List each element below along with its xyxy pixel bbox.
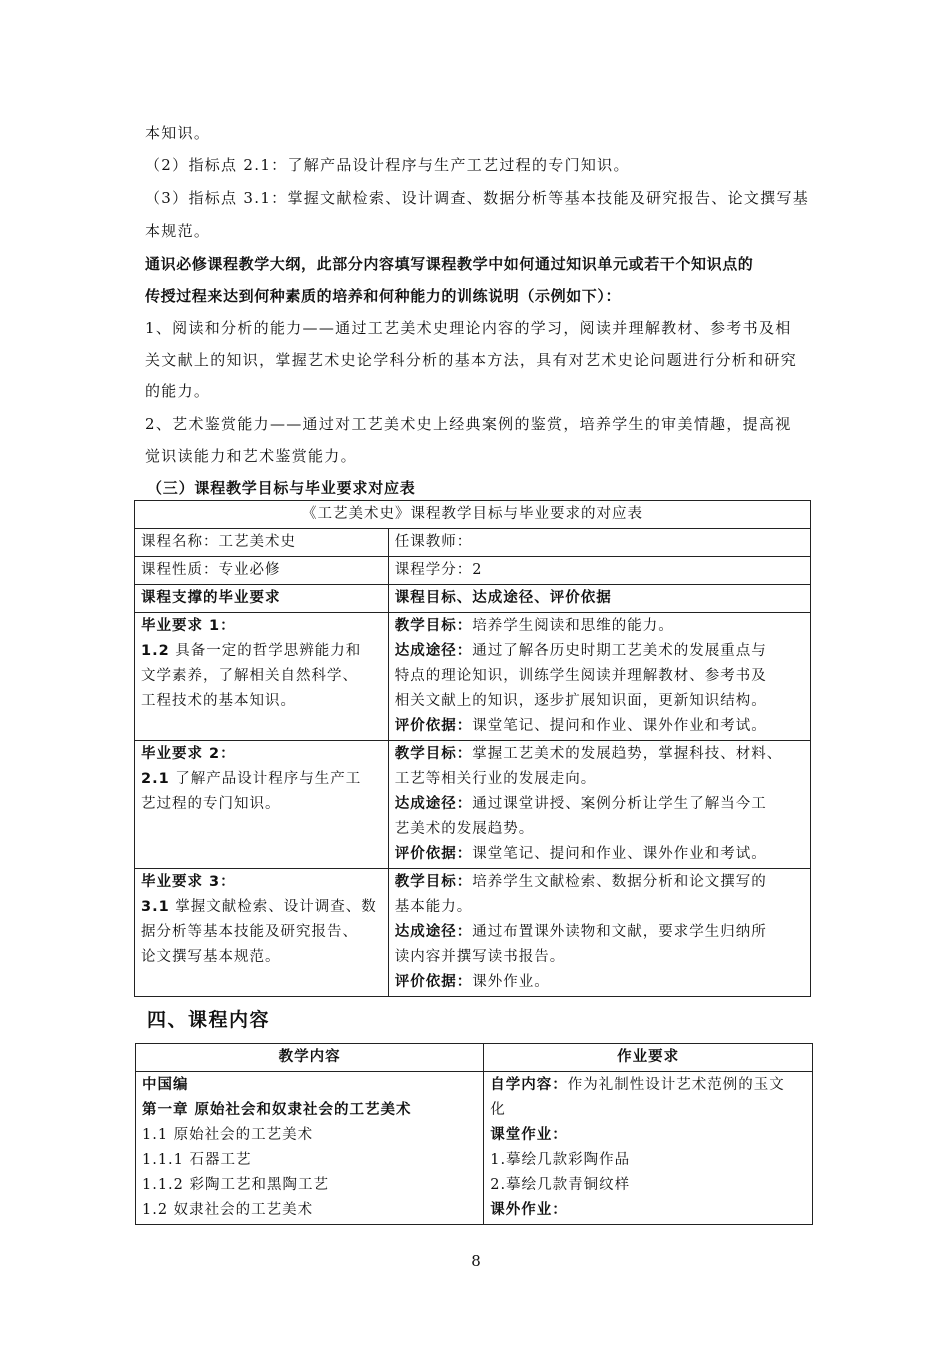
requirement-text: 掌握文献检索、设计调查、数 [169, 899, 377, 915]
path-line: 读内容并撰写读书报告。 [394, 949, 566, 965]
content-item: 1.1.1 石器工艺 [142, 1152, 252, 1168]
path-text: 通过课堂讲授、案例分析让学生了解当今工 [472, 796, 767, 812]
requirement-line [141, 767, 382, 792]
eval-line [395, 970, 804, 995]
goal-cell [388, 613, 810, 741]
goal-line: 基本能力。 [394, 899, 473, 915]
table-row [135, 869, 811, 997]
chapter-title: 第一章 原始社会和奴隶社会的工艺美术 [142, 1102, 412, 1118]
requirement-number: 1.2 [141, 643, 170, 659]
path-line [395, 639, 804, 664]
goal-text: 培养学生阅读和思维的能力。 [472, 618, 674, 634]
class-work-item: 2.摹绘几款青铜纹样 [490, 1177, 631, 1193]
part-title: 中国编 [142, 1077, 189, 1093]
path-line: 相关文献上的知识，逐步扩展知识面，更新知识结构。 [394, 693, 767, 709]
intro-line: （3）指标点 3.1：掌握文献检索、设计调查、数据分析等基本技能及研究报告、论文撰写基 [145, 189, 810, 207]
requirement-number: 3.1 [141, 899, 170, 915]
requirement-line: 论文撰写基本规范。 [141, 949, 281, 965]
requirement-line: 据分析等基本技能及研究报告、 [141, 924, 358, 940]
requirement-line: 艺过程的专门知识。 [141, 796, 281, 812]
content-item: 1.2 奴隶社会的工艺美术 [142, 1202, 314, 1218]
eval-line [395, 842, 804, 867]
ability-line: 觉识读能力和艺术鉴赏能力。 [145, 447, 357, 465]
table-caption: 《工艺美术史》课程教学目标与毕业要求的对应表 [135, 501, 811, 529]
content-item: 1.1.2 彩陶工艺和黑陶工艺 [142, 1177, 330, 1193]
goal-line: 工艺等相关行业的发展走向。 [394, 771, 597, 787]
requirement-text: 了解产品设计程序与生产工 [169, 771, 362, 787]
requirement-title: 毕业要求 3： [141, 874, 236, 890]
page-number: 8 [471, 1252, 481, 1270]
eval-text: 课堂笔记、提问和作业、课外作业和考试。 [472, 846, 767, 862]
col-header-requirements: 课程支撑的毕业要求 [135, 585, 389, 613]
section4-title: 四、课程内容 [147, 1009, 271, 1031]
goal-text: 掌握工艺美术的发展趋势，掌握科技、材料、 [472, 746, 783, 762]
ability-line: 1、阅读和分析的能力——通过工艺美术史理论内容的学习，阅读并理解教材、参考书及相 [145, 319, 792, 337]
course-nature-cell: 课程性质：专业必修 [135, 557, 389, 585]
col-header-content: 教学内容 [136, 1044, 484, 1072]
requirement-number: 2.1 [141, 771, 170, 787]
requirement-line: 工程技术的基本知识。 [141, 693, 296, 709]
self-study-line [490, 1073, 806, 1098]
intro-line: （2）指标点 2.1：了解产品设计程序与生产工艺过程的专门知识。 [145, 156, 630, 174]
assignment-cell [484, 1072, 813, 1225]
requirement-cell [135, 741, 389, 869]
intro-line: 本知识。 [145, 124, 211, 142]
requirement-cell [135, 613, 389, 741]
teacher-cell: 任课教师： [388, 529, 810, 557]
ability-line: 2、艺术鉴赏能力——通过对工艺美术史上经典案例的鉴赏，培养学生的审美情趣，提高视 [145, 415, 792, 433]
requirement-line: 文学素养，了解相关自然科学、 [141, 668, 358, 684]
content-table [135, 1043, 813, 1225]
goal-line [395, 742, 804, 767]
section3-title: （三）课程教学目标与毕业要求对应表 [147, 479, 416, 497]
col-header-goals: 课程目标、达成途径、评价依据 [388, 585, 810, 613]
goal-line [395, 870, 804, 895]
col-header-assignment: 作业要求 [484, 1044, 813, 1072]
requirement-cell [135, 869, 389, 997]
self-study-line: 化 [490, 1102, 506, 1118]
course-credits-cell: 课程学分：2 [388, 557, 810, 585]
homework-label: 课外作业： [490, 1202, 568, 1218]
ability-line: 的能力。 [145, 382, 211, 400]
requirement-title: 毕业要求 1： [141, 618, 236, 634]
eval-label: 评价依据： [394, 718, 473, 734]
eval-label: 评价依据： [394, 974, 473, 990]
notice-line: 通识必修课程教学大纲，此部分内容填写课程教学中如何通过知识单元或若干个知识点的 [145, 255, 754, 273]
intro-line: 本规范。 [145, 222, 211, 240]
path-text: 通过了解各历史时期工艺美术的发展重点与 [472, 643, 767, 659]
goal-label: 教学目标： [394, 874, 473, 890]
path-line [395, 920, 804, 945]
goal-cell [388, 869, 810, 997]
goal-label: 教学目标： [394, 618, 473, 634]
table-row [136, 1072, 813, 1225]
path-label: 达成途径： [394, 924, 473, 940]
path-text: 通过布置课外读物和文献，要求学生归纳所 [472, 924, 767, 940]
path-line: 特点的理论知识，训练学生阅读并理解教材、参考书及 [394, 668, 767, 684]
content-item: 1.1 原始社会的工艺美术 [142, 1127, 314, 1143]
ability-line: 关文献上的知识，掌握艺术史论学科分析的基本方法，具有对艺术史论问题进行分析和研究 [145, 351, 798, 369]
class-work-item: 1.摹绘几款彩陶作品 [490, 1152, 631, 1168]
self-study-label: 自学内容： [490, 1077, 568, 1093]
path-label: 达成途径： [394, 796, 473, 812]
path-line: 艺美术的发展趋势。 [394, 821, 535, 837]
requirement-line [141, 639, 382, 664]
notice-line: 传授过程来达到何种素质的培养和何种能力的训练说明（示例如下）： [145, 287, 622, 305]
content-cell [136, 1072, 484, 1225]
class-work-label: 课堂作业： [490, 1127, 568, 1143]
requirement-text: 具备一定的哲学思辨能力和 [169, 643, 362, 659]
requirement-line [141, 895, 382, 920]
self-study-text: 作为礼制性设计艺术范例的玉文 [567, 1077, 785, 1093]
objectives-table [134, 500, 811, 997]
eval-text: 课外作业。 [472, 974, 550, 990]
goal-text: 培养学生文献检索、数据分析和论文撰写的 [472, 874, 767, 890]
requirement-title: 毕业要求 2： [141, 746, 236, 762]
eval-text: 课堂笔记、提问和作业、课外作业和考试。 [472, 718, 767, 734]
goal-cell [388, 741, 810, 869]
path-line [395, 792, 804, 817]
goal-line [395, 614, 804, 639]
eval-label: 评价依据： [394, 846, 473, 862]
table-row [135, 613, 811, 741]
course-name-cell: 课程名称：工艺美术史 [135, 529, 389, 557]
table-row [135, 741, 811, 869]
path-label: 达成途径： [394, 643, 473, 659]
goal-label: 教学目标： [394, 746, 473, 762]
eval-line [395, 714, 804, 739]
